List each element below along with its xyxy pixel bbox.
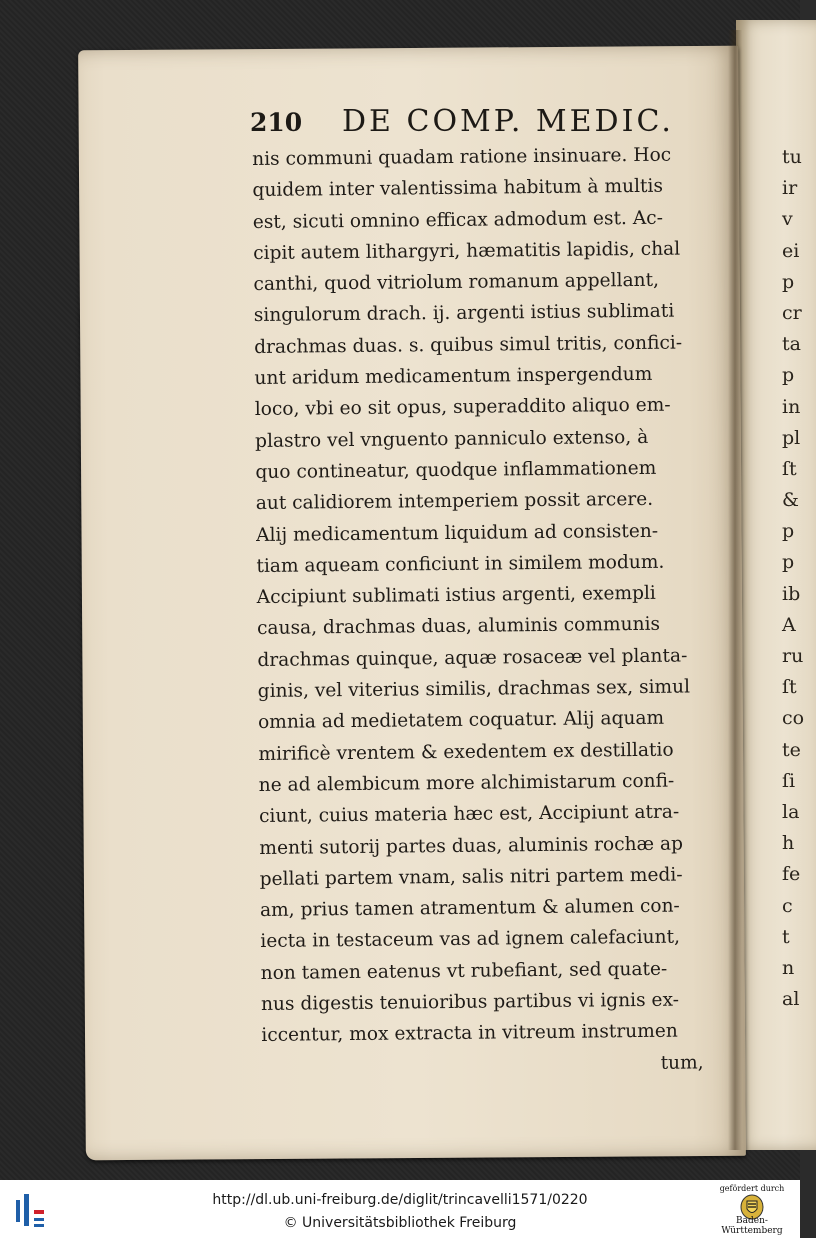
- text-line: menti sutorij partes duas, aluminis rochæ ap: [259, 833, 684, 859]
- text-line: non tamen eatenus vt rubefiant, sed quate-: [260, 958, 668, 984]
- facing-page-fragment: h: [782, 832, 795, 855]
- facing-page-fragment: ſi: [782, 769, 796, 792]
- facing-page-fragment: cr: [782, 301, 802, 324]
- text-line: pellati partem vnam, salis nitri partem medi-: [259, 864, 683, 890]
- facing-page-text: [782, 142, 804, 1015]
- text-line: tiam aqueam conficiunt in similem modum.: [256, 551, 665, 577]
- facing-page-fragment: ſt: [782, 457, 797, 480]
- text-line: am, prius tamen atramentum & alumen con-: [259, 895, 680, 922]
- sponsor-name: Baden-Württemberg: [721, 1216, 783, 1236]
- permalink-url[interactable]: http://dl.ub.uni-freiburg.de/diglit/trincavelli1571/0220: [212, 1192, 588, 1208]
- text-line: singulorum drach. ij. argenti istius sublimati: [253, 301, 675, 327]
- footer-bar: [0, 1180, 800, 1238]
- text-line: unt aridum medicamentum inspergendum: [254, 363, 653, 390]
- text-line: causa, drachmas duas, aluminis communis: [256, 614, 661, 640]
- facing-page-fragment: n: [782, 956, 795, 979]
- facing-page-fragment: ir: [782, 177, 798, 200]
- facing-page-fragment: la: [782, 800, 800, 823]
- running-head: DE COMP. MEDIC.: [342, 104, 674, 139]
- text-line: nus digestis tenuioribus partibus vi ignis ex-: [260, 989, 680, 1015]
- facing-page-fragment: p: [782, 364, 795, 387]
- facing-page-fragment: A: [782, 613, 796, 636]
- sponsor-label: gefördert durch: [719, 1184, 785, 1193]
- text-line: canthi, quod vitriolum romanum appellant,: [253, 269, 660, 296]
- facing-page-fragment: ib: [782, 582, 801, 605]
- facing-page-fragment: ta: [782, 333, 801, 356]
- facing-page-fragment: in: [782, 395, 801, 418]
- facing-page-fragment: &: [782, 489, 799, 512]
- text-line: quidem inter valentissima habitum à multis: [252, 175, 664, 202]
- text-line: plastro vel vnguento panniculo extenso, à: [255, 426, 649, 452]
- text-line: drachmas duas. s. quibus simul tritis, confici-: [254, 332, 683, 358]
- text-line: ciunt, cuius materia hæc est, Accipiunt atra-: [258, 801, 680, 828]
- facing-page-fragment: pl: [782, 426, 801, 449]
- facing-page-fragment: tu: [782, 146, 802, 168]
- text-line: nis communi quadam ratione insinuare. Hoc: [252, 144, 672, 170]
- facing-page-fragment: ſt: [782, 676, 797, 699]
- facing-page-fragment: co: [782, 707, 805, 730]
- facing-page-fragment: ei: [782, 239, 800, 262]
- facing-page-fragment: v: [782, 208, 793, 231]
- text-line: ginis, vel viterius similis, drachmas sex, simul: [257, 676, 691, 703]
- page-body-text: [252, 139, 720, 1083]
- facing-page-fragment: p: [782, 520, 795, 543]
- text-line: Accipiunt sublimati istius argenti, exempli: [256, 582, 656, 609]
- page-gutter: [728, 30, 742, 1150]
- text-line: Alij medicamentum liquidum ad consisten-: [255, 520, 659, 546]
- facing-page-fragment: te: [782, 738, 801, 761]
- sponsor-block: [708, 1182, 796, 1236]
- facing-page-fragment: p: [782, 551, 795, 574]
- facing-page-fragment: t: [782, 925, 790, 948]
- text-line: mirificè vrentem & exedentem ex destillatio: [258, 739, 674, 765]
- text-line: omnia ad medietatem coquatur. Alij aquam: [257, 708, 665, 734]
- page-header: [250, 104, 674, 144]
- text-line: drachmas quinque, aquæ rosaceæ vel planta-: [257, 645, 688, 671]
- catchword: tum,: [660, 1051, 704, 1074]
- text-line: est, sicuti omnino efficax admodum est. Ac-: [252, 207, 664, 233]
- text-line: loco, vbi eo sit opus, superaddito aliquo em-: [254, 395, 671, 421]
- facing-page-fragment: c: [782, 894, 793, 917]
- text-line: quo contineatur, quodque inflammationem: [255, 457, 657, 483]
- text-line: aut calidiorem intemperiem possit arcere.: [255, 489, 654, 515]
- facing-page-fragment: al: [782, 988, 800, 1011]
- facing-page-fragment: ru: [782, 645, 804, 667]
- facing-page-fragment: fe: [782, 863, 801, 886]
- page-number: 210: [250, 108, 303, 137]
- text-line: ne ad alembicum more alchimistarum confi-: [258, 770, 675, 796]
- text-line: iccentur, mox extracta in vitreum instrumen: [261, 1020, 678, 1047]
- text-line: iecta in testaceum vas ad ignem calefaciunt,: [260, 926, 681, 953]
- text-line: cipit autem lithargyri, hæmatitis lapidis, chal: [253, 238, 681, 264]
- copyright-notice: © Universitätsbibliothek Freiburg: [283, 1215, 517, 1231]
- facing-page-fragment: p: [782, 270, 795, 293]
